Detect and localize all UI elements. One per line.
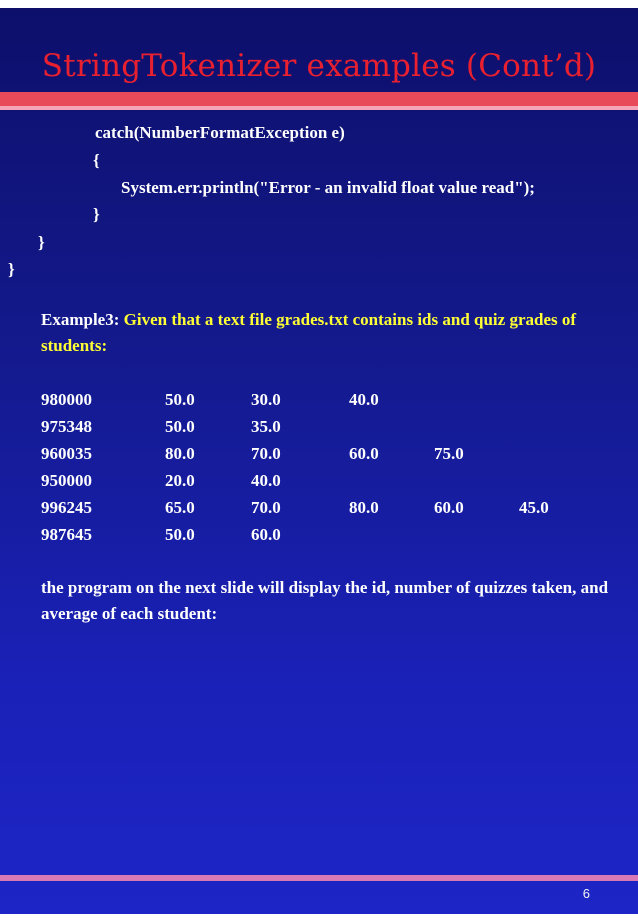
grade-cell: 50.0 xyxy=(165,390,195,409)
grade-cell: 996245 xyxy=(41,498,92,517)
code-line-close-brace: } xyxy=(93,205,100,224)
example-description: Given that a text file grades.txt contains ids and quiz grades of students: xyxy=(41,310,577,355)
title-underline-bar xyxy=(0,92,638,106)
page-number: 6 xyxy=(582,886,590,901)
grade-cell: 50.0 xyxy=(165,525,195,544)
grade-cell: 80.0 xyxy=(165,444,195,463)
grade-cell: 20.0 xyxy=(165,471,195,490)
grade-cell: 960035 xyxy=(41,444,92,463)
example-intro xyxy=(41,307,621,359)
grade-cell: 980000 xyxy=(41,390,92,409)
grade-cell: 50.0 xyxy=(165,417,195,436)
grade-cell: 60.0 xyxy=(434,498,464,517)
grade-cell: 75.0 xyxy=(434,444,464,463)
code-line-close-class: } xyxy=(8,260,15,279)
grade-cell: 70.0 xyxy=(251,498,281,517)
grade-cell: 70.0 xyxy=(251,444,281,463)
grade-cell: 40.0 xyxy=(349,390,379,409)
code-line-println: System.err.println("Error - an invalid float value read"); xyxy=(121,178,535,197)
code-line-catch: catch(NumberFormatException e) xyxy=(95,123,345,142)
grade-cell: 35.0 xyxy=(251,417,281,436)
grade-cell: 950000 xyxy=(41,471,92,490)
grade-cell: 975348 xyxy=(41,417,92,436)
slide xyxy=(0,8,638,914)
footer-bar xyxy=(0,875,638,881)
grade-cell: 65.0 xyxy=(165,498,195,517)
grade-cell: 40.0 xyxy=(251,471,281,490)
example-label: Example3: xyxy=(41,310,124,329)
slide-title: StringTokenizer examples (Cont’d) xyxy=(41,48,597,84)
grade-cell: 30.0 xyxy=(251,390,281,409)
grade-cell: 60.0 xyxy=(349,444,379,463)
grade-cell: 80.0 xyxy=(349,498,379,517)
grade-cell: 45.0 xyxy=(519,498,549,517)
grade-cell: 987645 xyxy=(41,525,92,544)
example-conclusion: the program on the next slide will display the id, number of quizzes taken, and average of each student: xyxy=(41,578,609,623)
code-line-open-brace: { xyxy=(93,151,100,170)
code-line-close-method: } xyxy=(38,233,45,252)
grade-cell: 60.0 xyxy=(251,525,281,544)
title-underline-accent xyxy=(0,106,638,110)
